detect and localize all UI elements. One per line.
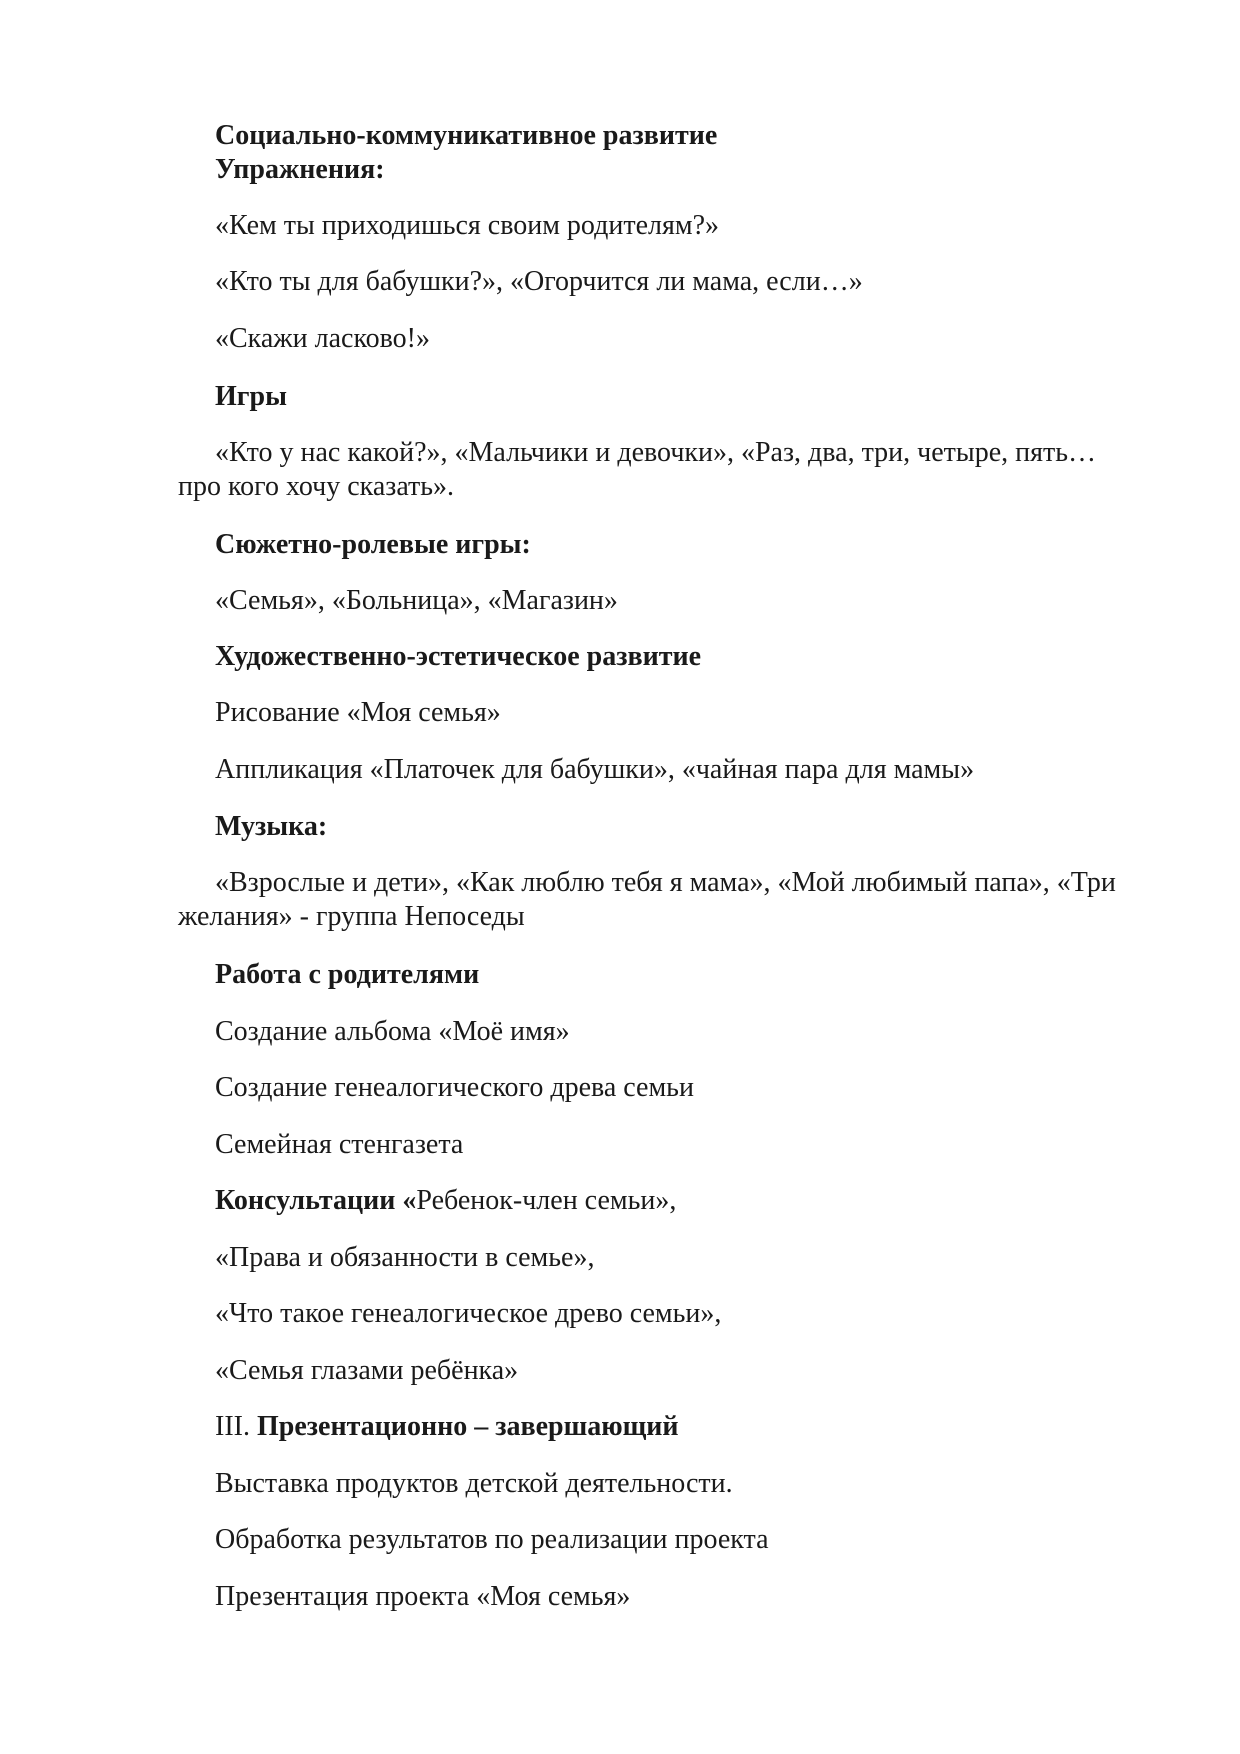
exercise-item: «Кем ты приходишься своим родителям?» xyxy=(215,210,720,241)
games-text: «Кто у нас какой?», «Мальчики и девочки», «Раз, два, три, четыре, пять…про кого хочу сказать». xyxy=(178,437,1096,502)
consultation-item: «Что такое генеалогическое древо семьи», xyxy=(215,1298,722,1329)
role-games-text: «Семья», «Больница», «Магазин» xyxy=(215,585,618,616)
consultation-item: Ребенок-член семьи», xyxy=(416,1185,677,1216)
consultations-line xyxy=(215,1184,676,1218)
parents-item: Создание альбома «Моё имя» xyxy=(215,1016,570,1047)
final-item: Обработка результатов по реализации проекта xyxy=(215,1524,769,1555)
exercise-item: «Скажи ласково!» xyxy=(215,323,430,354)
heading-role-games: Сюжетно-ролевые игры: xyxy=(215,529,531,560)
consultation-item: «Права и обязанности в семье», xyxy=(215,1242,595,1273)
stage-number: III. xyxy=(215,1411,257,1442)
stage-title: Презентационно – завершающий xyxy=(256,1411,679,1442)
heading-parents: Работа с родителями xyxy=(215,959,480,990)
final-item: Презентация проекта «Моя семья» xyxy=(215,1581,631,1612)
stage-heading xyxy=(215,1410,679,1444)
heading-social-development: Социально-коммуникативное развитие xyxy=(215,120,718,151)
final-item: Выставка продуктов детской деятельности. xyxy=(215,1468,733,1499)
art-item: Рисование «Моя семья» xyxy=(215,697,501,728)
heading-music: Музыка: xyxy=(215,811,328,842)
music-text: «Взрослые и дети», «Как люблю тебя я мама», «Мой любимый папа», «Три желания» - группа Непоседы xyxy=(178,867,1116,932)
heading-exercises: Упражнения: xyxy=(215,154,385,185)
art-item: Аппликация «Платочек для бабушки», «чайная пара для мамы» xyxy=(215,754,975,785)
exercise-item: «Кто ты для бабушки?», «Огорчится ли мама, если…» xyxy=(215,266,863,297)
consultation-item: «Семья глазами ребёнка» xyxy=(215,1355,519,1386)
heading-games: Игры xyxy=(215,381,287,412)
consultations-label: Консультации « xyxy=(215,1185,417,1216)
heading-art-development: Художественно-эстетическое развитие xyxy=(215,641,702,672)
parents-item: Семейная стенгазета xyxy=(215,1129,464,1160)
parents-item: Создание генеалогического древа семьи xyxy=(215,1072,694,1103)
